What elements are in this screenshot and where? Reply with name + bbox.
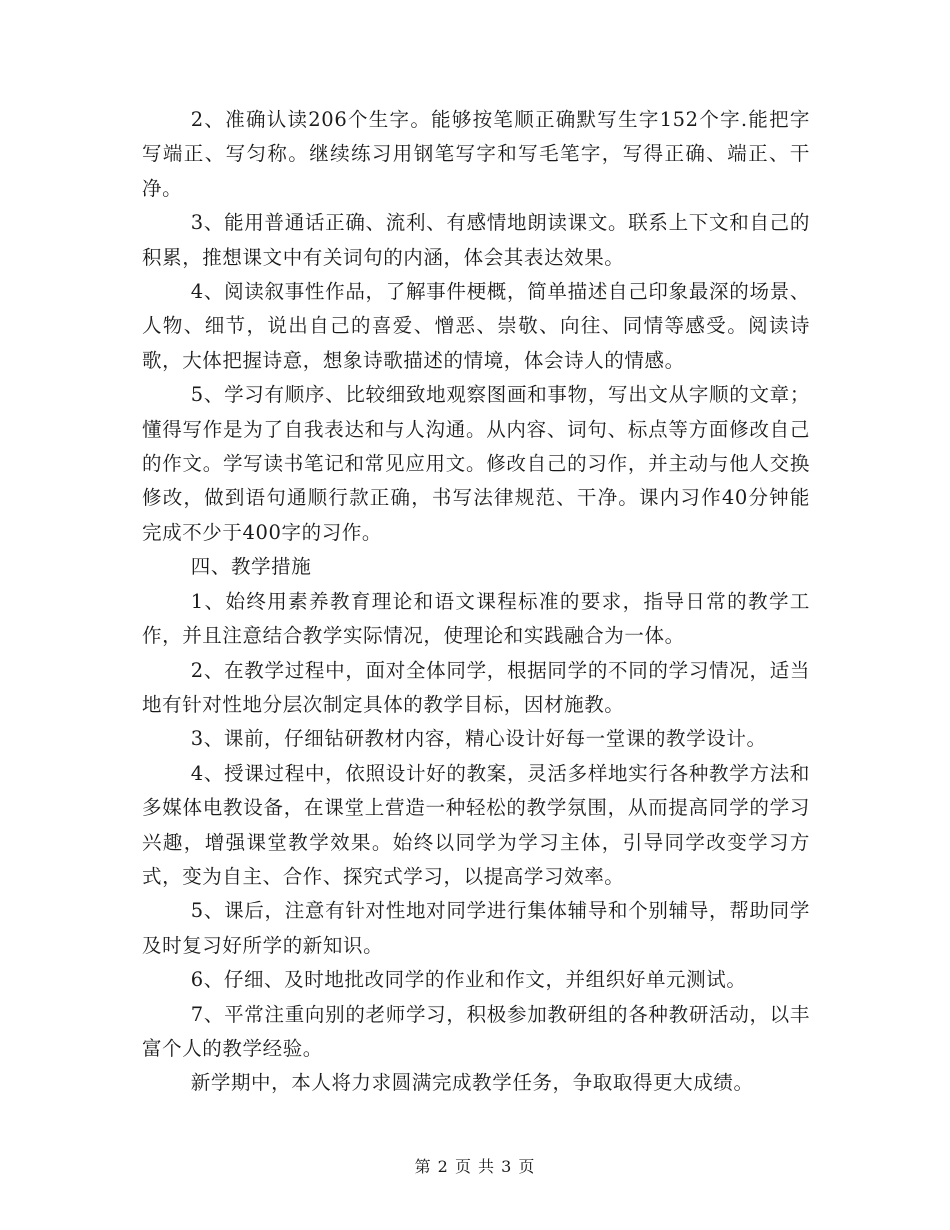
section-heading-teaching-measures: 四、教学措施	[190, 555, 312, 579]
paragraph-narrative-reading: 4、阅读叙事性作品，了解事件梗概，简单描述自己印象最深的场景、人物、细节，说出自己的喜爱、憎恶、崇敬、向往、同情等感受。阅读诗歌，大体把握诗意，想象诗歌描述的情境，体会诗人的情感。	[142, 280, 810, 372]
measure-item-6: 6、仔细、及时地批改同学的作业和作文，并组织好单元测试。	[190, 968, 747, 992]
closing-paragraph: 新学期中，本人将力求圆满完成教学任务，争取取得更大成绩。	[190, 1071, 754, 1095]
measure-item-5: 5、课后，注意有针对性地对同学进行集体辅导和个别辅导，帮助同学及时复习好所学的新知识。	[142, 899, 810, 957]
document-body	[142, 103, 810, 1101]
measure-item-4: 4、授课过程中，依照设计好的教案，灵活多样地实行各种教学方法和多媒体电教设备，在课堂上营造一种轻松的教学氛围，从而提高同学的学习兴趣，增强课堂教学效果。始终以同学为学习主体，引导同学改变学习方式，变为自主、合作、探究式学习，以提高学习效率。	[142, 761, 810, 888]
measure-item-3: 3、课前，仔细钻研教材内容，精心设计好每一堂课的教学设计。	[190, 727, 767, 751]
paragraph-literacy: 2、准确认读206个生字。能够按笔顺正确默写生字152个字.能把字写端正、写匀称。继续练习用钢笔写字和写毛笔字，写得正确、端正、干净。	[142, 108, 810, 200]
page-number-footer: 第 2 页 共 3 页	[414, 1157, 536, 1176]
measure-item-2: 2、在教学过程中，面对全体同学，根据同学的不同的学习情况，适当地有针对性地分层次制定具体的教学目标，因材施教。	[142, 658, 810, 716]
paragraph-reading-aloud: 3、能用普通话正确、流利、有感情地朗读课文。联系上下文和自己的积累，推想课文中有关词句的内涵，体会其表达效果。	[142, 211, 810, 269]
paragraph-writing: 5、学习有顺序、比较细致地观察图画和事物，写出文从字顺的文章；懂得写作是为了自我表达和与人沟通。从内容、词句、标点等方面修改自己的作文。学写读书笔记和常见应用文。修改自己的习作，并主动与他人交换修改，做到语句通顺行款正确，书写法律规范、干净。课内习作40分钟能完成不少于400字的习作。	[142, 383, 810, 544]
measure-item-7: 7、平常注重向别的老师学习，积极参加教研组的各种教研活动，以丰富个人的教学经验。	[142, 1002, 810, 1060]
measure-item-1: 1、始终用素养教育理论和语文课程标准的要求，指导日常的教学工作，并且注意结合教学实际情况，使理论和实践融合为一体。	[142, 589, 810, 648]
